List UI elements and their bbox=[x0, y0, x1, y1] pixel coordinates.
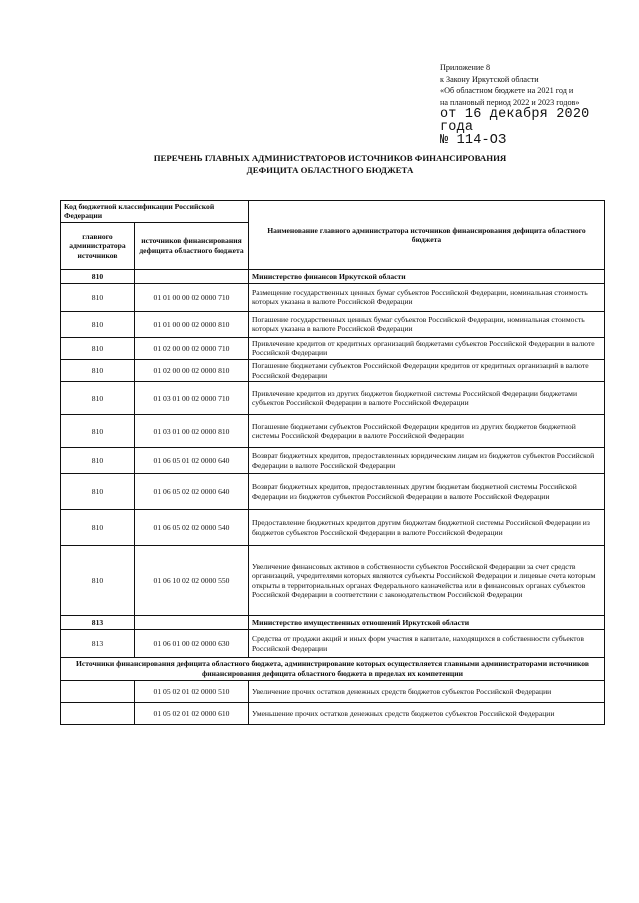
group-name: Министерство имущественных отношений Иркутской области bbox=[249, 616, 605, 630]
source-code: 01 05 02 01 02 0000 610 bbox=[135, 703, 249, 725]
administrators-table bbox=[60, 200, 605, 725]
admin-code: 810 bbox=[61, 448, 135, 474]
table-row bbox=[61, 630, 605, 658]
source-code: 01 03 01 00 02 0000 810 bbox=[135, 415, 249, 448]
admin-code: 810 bbox=[61, 311, 135, 337]
source-code: 01 06 10 02 02 0000 550 bbox=[135, 546, 249, 616]
admin-code: 810 bbox=[61, 415, 135, 448]
table-row bbox=[61, 360, 605, 382]
source-code: 01 06 05 02 02 0000 540 bbox=[135, 510, 249, 546]
source-name: Привлечение кредитов из других бюджетов бюджетной системы Российской Федерации бюджетами субъектов Российской Федерации в валюте Российской Федерации bbox=[249, 382, 605, 415]
table-row bbox=[61, 382, 605, 415]
admin-code: 810 bbox=[61, 474, 135, 510]
admin-code: 810 bbox=[61, 546, 135, 616]
source-code: 01 05 02 01 02 0000 510 bbox=[135, 681, 249, 703]
table-row bbox=[61, 703, 605, 725]
law-title-line2: на плановый период 2022 и 2023 годов» bbox=[440, 97, 580, 107]
appendix-label: Приложение 8 bbox=[440, 63, 491, 72]
head-group: Код бюджетной классификации Российской Федерации bbox=[61, 201, 249, 223]
source-code: 01 03 01 00 02 0000 710 bbox=[135, 382, 249, 415]
admin-code: 810 bbox=[61, 382, 135, 415]
law-number: № 114-ОЗ bbox=[440, 133, 507, 148]
admin-group-row bbox=[61, 269, 605, 283]
table-row bbox=[61, 510, 605, 546]
source-code: 01 02 00 00 02 0000 710 bbox=[135, 337, 249, 359]
admin-code bbox=[61, 681, 135, 703]
group-code: 810 bbox=[61, 269, 135, 283]
source-code: 01 06 05 01 02 0000 640 bbox=[135, 448, 249, 474]
head-admin-column: главного администратора источников bbox=[61, 222, 135, 269]
document-title bbox=[60, 152, 600, 176]
source-name: Погашение бюджетами субъектов Российской Федерации кредитов из других бюджетов бюджетной системы Российской Федерации в валюте Российской Федерации bbox=[249, 415, 605, 448]
source-code: 01 02 00 00 02 0000 810 bbox=[135, 360, 249, 382]
source-name: Увеличение финансовых активов в собственности субъектов Российской Федерации за счет средств организаций, учредителями которых являются субъекты Российской Федерации и лицевые счета которым открыты в территориальных органах Федерального казначейства или в финансовых органах субъектов Российской Федерации в соответствии с законодательством Российской Федерации bbox=[249, 546, 605, 616]
admin-code: 810 bbox=[61, 283, 135, 311]
title-line2: ДЕФИЦИТА ОБЛАСТНОГО БЮДЖЕТА bbox=[246, 165, 414, 175]
group-empty bbox=[135, 616, 249, 630]
source-name: Уменьшение прочих остатков денежных средств бюджетов субъектов Российской Федерации bbox=[249, 703, 605, 725]
source-name: Возврат бюджетных кредитов, предоставленных юридическим лицам из бюджетов субъектов Российской Федерации в валюте Российской Федерации bbox=[249, 448, 605, 474]
section-span-row bbox=[61, 658, 605, 681]
source-code: 01 01 00 00 02 0000 810 bbox=[135, 311, 249, 337]
document-header bbox=[440, 62, 630, 147]
group-empty bbox=[135, 269, 249, 283]
admin-code: 810 bbox=[61, 510, 135, 546]
table-row bbox=[61, 415, 605, 448]
admin-code: 810 bbox=[61, 337, 135, 359]
source-name: Предоставление бюджетных кредитов другим бюджетам бюджетной системы Российской Федерации из бюджетов субъектов Российской Федерации в валюте Российской Федерации bbox=[249, 510, 605, 546]
table-row bbox=[61, 283, 605, 311]
source-name: Увеличение прочих остатков денежных средств бюджетов субъектов Российской Федерации bbox=[249, 681, 605, 703]
table-row bbox=[61, 448, 605, 474]
admin-code: 810 bbox=[61, 360, 135, 382]
law-title-line1: «Об областном бюджете на 2021 год и bbox=[440, 86, 574, 95]
law-reference: к Закону Иркутской области bbox=[440, 74, 539, 84]
group-code: 813 bbox=[61, 616, 135, 630]
source-name: Погашение бюджетами субъектов Российской Федерации кредитов от кредитных организаций в валюте Российской Федерации bbox=[249, 360, 605, 382]
source-name: Возврат бюджетных кредитов, предоставленных другим бюджетам бюджетной системы Российской Федерации из бюджетов субъектов Российской Федерации в валюте Российской Федерации bbox=[249, 474, 605, 510]
admin-code bbox=[61, 703, 135, 725]
table-row bbox=[61, 546, 605, 616]
source-name: Средства от продажи акций и иных форм участия в капитале, находящихся в собственности субъектов Российской Федерации bbox=[249, 630, 605, 658]
table-row bbox=[61, 337, 605, 359]
source-code: 01 06 01 00 02 0000 630 bbox=[135, 630, 249, 658]
title-line1: ПЕРЕЧЕНЬ ГЛАВНЫХ АДМИНИСТРАТОРОВ ИСТОЧНИКОВ ФИНАНСИРОВАНИЯ bbox=[153, 153, 507, 163]
group-name: Министерство финансов Иркутской области bbox=[249, 269, 605, 283]
law-date: от 16 декабря 2020 года bbox=[440, 107, 590, 135]
table-row bbox=[61, 474, 605, 510]
source-code: 01 06 05 02 02 0000 640 bbox=[135, 474, 249, 510]
table-body bbox=[61, 269, 605, 724]
source-code: 01 01 00 00 02 0000 710 bbox=[135, 283, 249, 311]
admin-code: 813 bbox=[61, 630, 135, 658]
source-name: Привлечение кредитов от кредитных организаций бюджетами субъектов Российской Федерации в валюте Российской Федерации bbox=[249, 337, 605, 359]
table-row bbox=[61, 311, 605, 337]
table-row bbox=[61, 681, 605, 703]
head-source-column: источников финансирования дефицита областного бюджета bbox=[135, 222, 249, 269]
admin-group-row bbox=[61, 616, 605, 630]
source-name: Погашение государственных ценных бумаг субъектов Российской Федерации, номинальная стоимость которых указана в валюте Российской Федерации bbox=[249, 311, 605, 337]
head-name-column: Наименование главного администратора источников финансирования дефицита областного бюджета bbox=[249, 201, 605, 270]
source-name: Размещение государственных ценных бумаг субъектов Российской Федерации, номинальная стоимость которых указана в валюте Российской Федерации bbox=[249, 283, 605, 311]
section-span-text: Источники финансирования дефицита областного бюджета, администрирование которых осуществляется главными администраторами источников финансирования дефицита областного бюджета в пределах их компетенции bbox=[61, 658, 605, 681]
